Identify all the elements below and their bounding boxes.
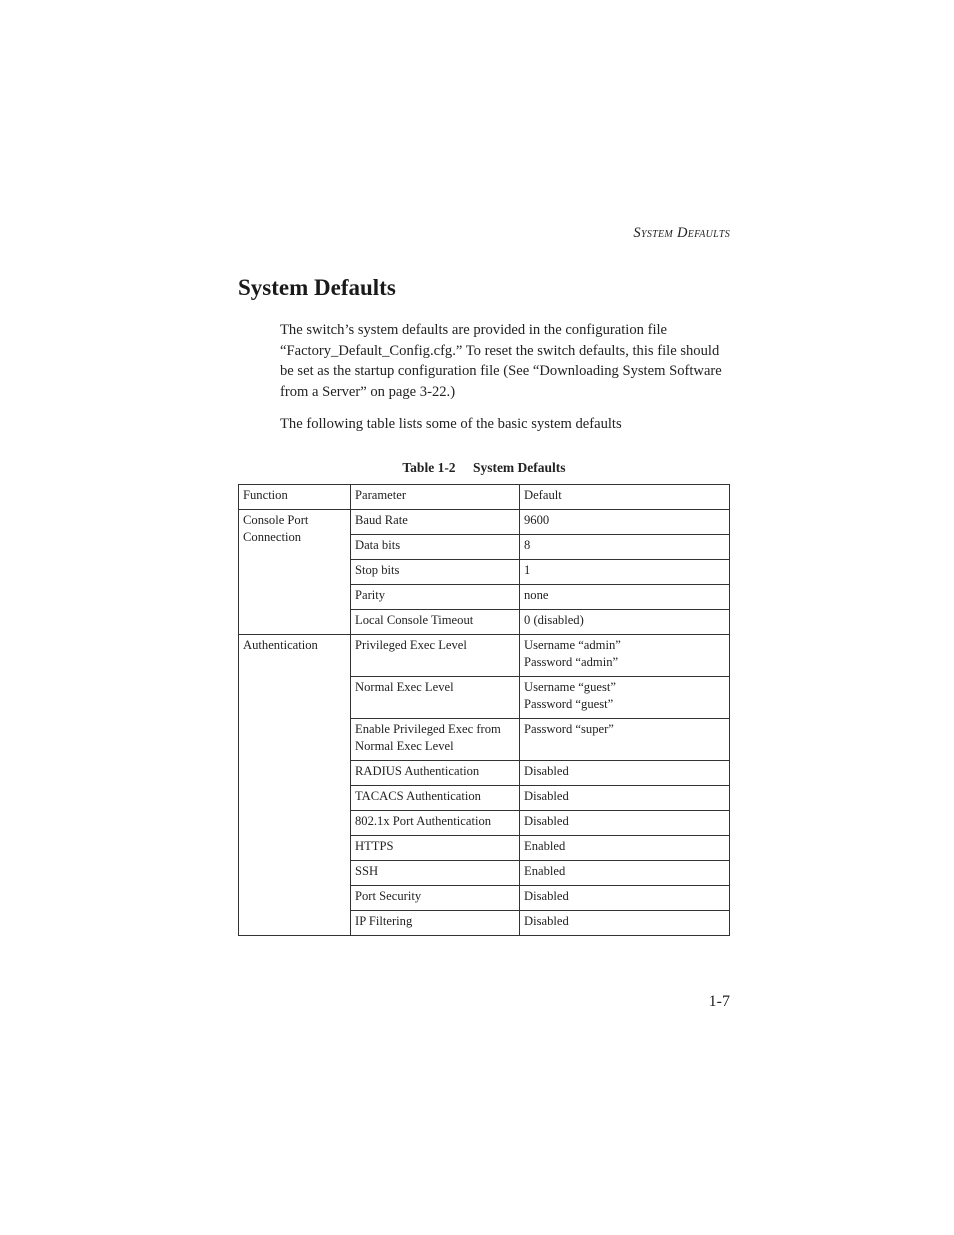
default-line: Username “admin” [524,638,621,652]
default-cell: Disabled [520,811,730,836]
parameter-cell: Local Console Timeout [351,610,520,635]
table-intro-paragraph: The following table lists some of the basic system defaults [280,416,622,432]
parameter-cell: 802.1x Port Authentication [351,811,520,836]
default-line: Password “guest” [524,697,614,711]
parameter-cell: Parity [351,585,520,610]
table-caption [238,460,730,476]
parameter-cell: HTTPS [351,836,520,861]
table-header-row [239,485,730,510]
default-cell: 1 [520,560,730,585]
table-row [239,635,730,677]
default-cell: Disabled [520,761,730,786]
default-line: Username “guest” [524,680,616,694]
default-cell: 0 (disabled) [520,610,730,635]
default-cell [520,677,730,719]
parameter-cell: RADIUS Authentication [351,761,520,786]
parameter-cell: Stop bits [351,560,520,585]
parameter-cell: Port Security [351,886,520,911]
default-cell: 8 [520,535,730,560]
default-cell: Disabled [520,886,730,911]
header-function: Function [239,485,351,510]
parameter-cell: IP Filtering [351,911,520,936]
default-cell: 9600 [520,510,730,535]
table-caption-label: Table 1-2 [402,460,456,475]
default-cell: Disabled [520,786,730,811]
default-cell: Enabled [520,836,730,861]
parameter-cell: Baud Rate [351,510,520,535]
default-line: Password “admin” [524,655,619,669]
page-title: System Defaults [238,275,396,300]
parameter-cell: Data bits [351,535,520,560]
parameter-cell: TACACS Authentication [351,786,520,811]
default-cell [520,635,730,677]
header-parameter: Parameter [351,485,520,510]
running-header: System Defaults [633,225,730,241]
table-row [239,510,730,535]
parameter-cell: Normal Exec Level [351,677,520,719]
default-cell: Enabled [520,861,730,886]
parameter-cell: Privileged Exec Level [351,635,520,677]
page-number: 1-7 [708,993,730,1010]
default-cell: Disabled [520,911,730,936]
header-default: Default [520,485,730,510]
system-defaults-table [238,484,730,936]
default-cell: none [520,585,730,610]
table-caption-title: System Defaults [472,460,566,475]
function-cell: Authentication [239,635,351,936]
parameter-cell: SSH [351,861,520,886]
intro-paragraph: The switch’s system defaults are provided in the configuration file “Factory_Default_Config.cfg.” To reset the switch defaults, this file should be set as the startup configuration file (See “Downloading System Software from a Server” on page 3-22.) [280,322,722,400]
function-cell: Console Port Connection [239,510,351,635]
parameter-cell: Enable Privileged Exec from Normal Exec Level [351,719,520,761]
default-cell: Password “super” [520,719,730,761]
